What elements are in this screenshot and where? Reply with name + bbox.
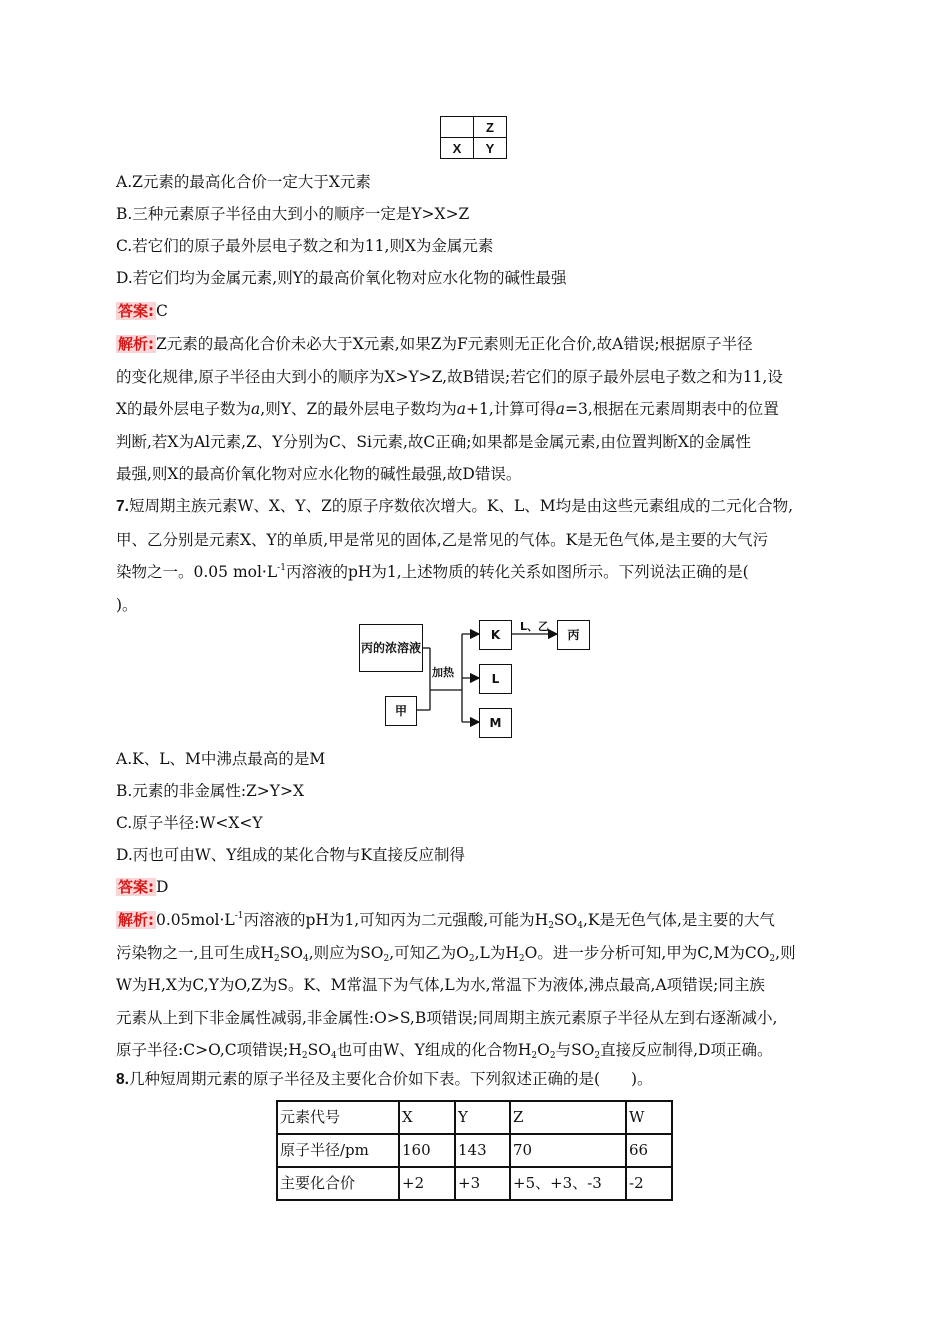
table-cell: Y <box>455 1101 510 1134</box>
table-cell: X <box>399 1101 455 1134</box>
box-k: K <box>479 620 512 650</box>
table-cell: +5、+3、-3 <box>510 1167 626 1200</box>
analysis-text: O。进一步分析可知,甲为C,M为CO <box>524 943 770 962</box>
box-jia: 甲 <box>385 696 417 726</box>
table-cell: 143 <box>455 1134 510 1167</box>
stem-text: 几种短周期元素的原子半径及主要化合价如下表。下列叙述正确的是( )。 <box>128 1070 653 1088</box>
grid-cell <box>441 117 474 138</box>
analysis-text: X的最外层电子数为 <box>116 400 252 418</box>
q7-option-d: D.丙也可由W、Y组成的某化合物与K直接反应制得 <box>116 846 466 864</box>
analysis-text: ,L为H <box>474 943 519 962</box>
analysis-text: Z元素的最高化合价未必大于X元素,如果Z为F元素则无正化合价,故A错误;根据原子半径 <box>156 335 753 353</box>
stem-text: 染物之一。0.05 mol·L <box>116 563 278 581</box>
q6-option-d: D.若它们均为金属元素,则Y的最高价氧化物对应水化物的碱性最强 <box>116 269 567 287</box>
analysis-text: 与SO <box>555 1041 595 1059</box>
analysis-text: 的变化规律,原子半径由大到小的顺序为X>Y>Z,故B错误;若它们的原子最外层电子数之和为11,设 <box>116 367 783 386</box>
analysis-text: ,则应为SO <box>308 943 384 962</box>
element-position-grid <box>440 116 507 159</box>
reaction-label: L、乙 <box>520 620 550 633</box>
analysis-text: 原子半径:C>O,C项错误;H <box>116 1041 302 1059</box>
question-number: 8. <box>116 1071 129 1088</box>
q7-option-c: C.原子半径:W<X<Y <box>116 814 263 832</box>
table-cell: +2 <box>399 1167 455 1200</box>
analysis-text: 也可由W、Y组成的化合物H <box>336 1041 532 1059</box>
analysis-text: SO <box>279 943 304 962</box>
analysis-text: ,则 <box>775 943 796 962</box>
analysis-text: ,则Y、Z的最外层电子数均为 <box>260 400 457 418</box>
box-l: L <box>479 664 512 694</box>
table-cell: 主要化合价 <box>277 1167 399 1200</box>
subscript: 2 <box>468 953 475 964</box>
table-cell: W <box>626 1101 672 1134</box>
table-cell: -2 <box>626 1167 672 1200</box>
subscript: 2 <box>518 953 525 964</box>
analysis-text: 污染物之一,且可生成H <box>116 943 274 962</box>
q7-option-a: A.K、L、M中沸点最高的是M <box>116 750 326 768</box>
answer-value: D <box>156 878 169 896</box>
q8-stem <box>116 1069 653 1090</box>
analysis-text: 直接反应制得,D项正确。 <box>600 1041 773 1059</box>
box-concentrated-solution: 丙的浓溶液 <box>359 624 423 672</box>
conversion-diagram <box>355 618 595 743</box>
box-m: M <box>479 708 512 738</box>
answer-value: C <box>156 302 168 320</box>
subscript: 2 <box>549 1051 556 1061</box>
box-bing: 丙 <box>557 620 590 650</box>
q6-analysis <box>116 328 832 491</box>
analysis-text: =3,根据在元素周期表中的位置 <box>565 400 779 418</box>
table-cell: Z <box>510 1101 626 1134</box>
table-cell: 70 <box>510 1134 626 1167</box>
subscript: 2 <box>383 953 390 964</box>
q7-analysis <box>116 904 832 1067</box>
subscript: 2 <box>769 953 776 964</box>
q6-option-c: C.若它们的原子最外层电子数之和为11,则X为金属元素 <box>116 237 494 255</box>
stem-text: 短周期主族元素W、X、Y、Z的原子序数依次增大。K、L、M均是由这些元素组成的二元化合物, <box>128 497 794 515</box>
q6-answer <box>116 301 168 321</box>
analysis-text: W为H,X为C,Y为O,Z为S。K、M常温下为气体,L为水,常温下为液体,沸点最高,A项错误;同主族 <box>116 976 765 994</box>
grid-cell: Y <box>474 138 507 159</box>
subscript: 2 <box>273 953 280 964</box>
superscript: -1 <box>234 911 244 921</box>
analysis-text: ,可知乙为O <box>389 943 469 962</box>
variable-a: a <box>456 400 466 418</box>
subscript: 2 <box>531 1051 538 1061</box>
analysis-text: 判断,若X为Al元素,Z、Y分别为C、Si元素,故C正确;如果都是金属元素,由位置判断X的金属性 <box>116 432 751 451</box>
q6-option-a: A.Z元素的最高化合价一定大于X元素 <box>116 173 371 191</box>
table-row <box>277 1134 672 1167</box>
stem-text: )。 <box>116 595 138 614</box>
answer-label: 答案: <box>118 302 154 320</box>
answer-label: 答案: <box>118 878 154 896</box>
analysis-text: 元素从上到下非金属性减弱,非金属性:O>S,B项错误;同周期主族元素原子半径从左到右逐渐减小, <box>116 1008 778 1027</box>
table-cell: +3 <box>455 1167 510 1200</box>
table-row <box>277 1101 672 1134</box>
stem-text: 丙溶液的pH为1,上述物质的转化关系如图所示。下列说法正确的是( <box>285 563 749 581</box>
q7-answer <box>116 877 168 897</box>
analysis-text: ,K是无色气体,是主要的大气 <box>582 911 775 929</box>
table-row <box>277 1167 672 1200</box>
table-cell: 66 <box>626 1134 672 1167</box>
subscript: 2 <box>301 1051 308 1061</box>
analysis-text: 最强,则X的最高价氧化物对应水化物的碱性最强,故D错误。 <box>116 465 522 483</box>
analysis-label: 解析: <box>118 335 154 353</box>
variable-a: a <box>555 400 566 418</box>
superscript: -1 <box>277 563 286 573</box>
subscript: 2 <box>594 1051 601 1061</box>
grid-cell: Z <box>474 117 507 138</box>
subscript: 4 <box>303 953 309 964</box>
analysis-text: 丙溶液的pH为1,可知丙为二元强酸,可能为H <box>243 911 549 929</box>
table-cell: 160 <box>399 1134 455 1167</box>
subscript: 4 <box>577 921 583 931</box>
heat-label: 加热 <box>432 666 454 679</box>
variable-a: a <box>251 400 261 418</box>
analysis-label: 解析: <box>118 911 154 929</box>
analysis-text: SO <box>553 911 578 929</box>
subscript: 2 <box>548 921 554 931</box>
subscript: 4 <box>330 1051 337 1061</box>
analysis-text: +1,计算可得 <box>465 400 556 418</box>
analysis-text: 0.05mol·L <box>156 911 235 929</box>
q7-option-b: B.元素的非金属性:Z>Y>X <box>116 782 305 800</box>
q6-option-b: B.三种元素原子半径由大到小的顺序一定是Y>X>Z <box>116 205 470 223</box>
question-number: 7. <box>116 498 129 515</box>
analysis-text: SO <box>307 1041 331 1059</box>
stem-text: 甲、乙分别是元素X、Y的单质,甲是常见的固体,乙是常见的气体。K是无色气体,是主要的大气污 <box>116 530 769 549</box>
grid-cell: X <box>441 138 474 159</box>
analysis-text: O <box>537 1041 550 1059</box>
table-cell: 原子半径/pm <box>277 1134 399 1167</box>
q7-stem <box>116 490 832 621</box>
element-data-table <box>276 1100 673 1201</box>
table-cell: 元素代号 <box>277 1101 399 1134</box>
